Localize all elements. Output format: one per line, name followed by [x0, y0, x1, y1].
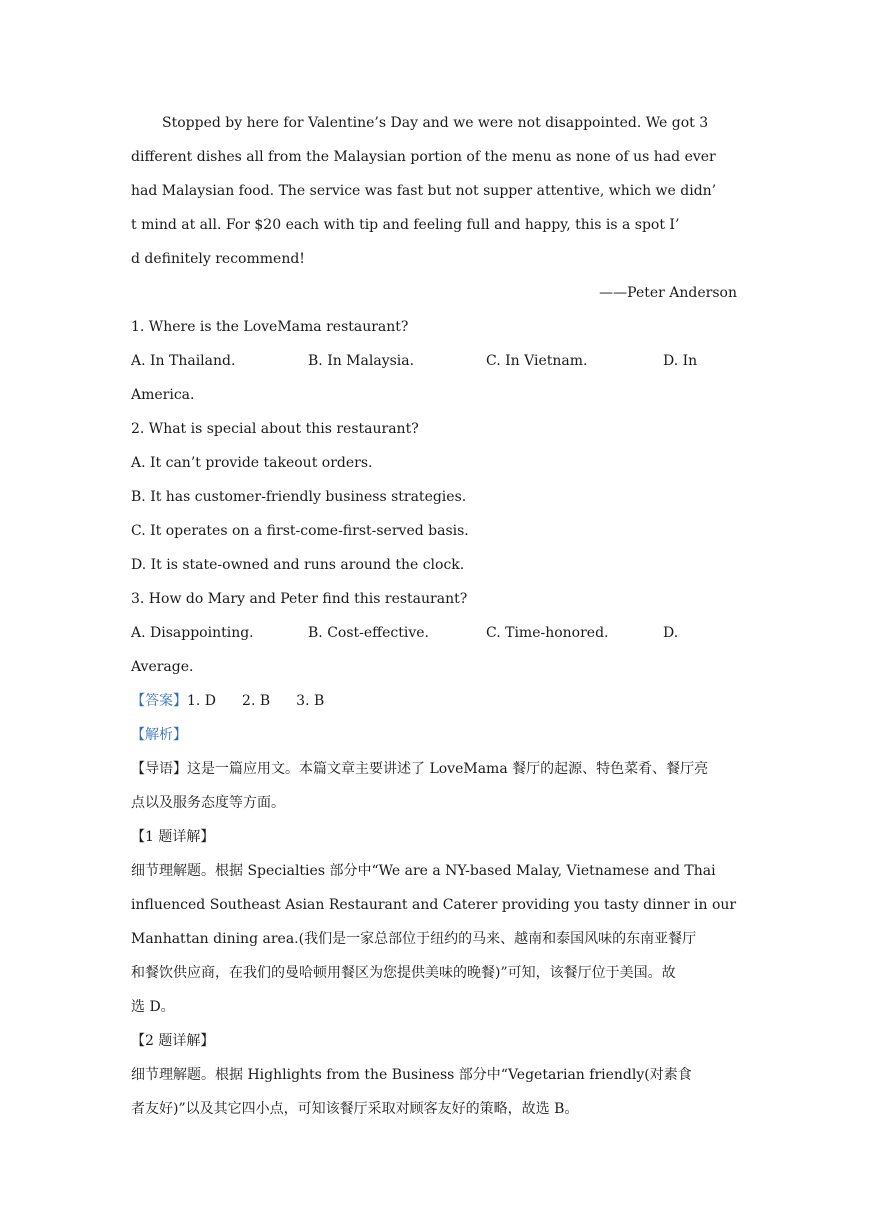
q1-explanation-line: influenced Southeast Asian Restaurant and Caterer providing you tasty dinner in our	[131, 897, 737, 913]
option-b: B. Cost-effective.	[308, 625, 429, 641]
option-a: A. It can’t provide takeout orders.	[131, 455, 373, 471]
question-options	[131, 344, 737, 378]
q2-explanation-line: 细节理解题。根据 Highlights from the Business 部分中“Vegetarian friendly(对素食	[131, 1067, 692, 1083]
option-d: D. It is state-owned and runs around the clock.	[131, 557, 465, 573]
analysis-tag: 【解析】	[131, 727, 187, 743]
passage-line: Stopped by here for Valentine’s Day and we were not disappointed. We got 3	[162, 115, 709, 131]
passage-line: different dishes all from the Malaysian portion of the menu as none of us had ever	[131, 149, 716, 165]
answer-tag: 【答案】	[131, 693, 187, 709]
passage-line: d definitely recommend!	[131, 251, 305, 267]
option-b: B. It has customer-friendly business strategies.	[131, 489, 467, 505]
analysis-intro-line: 点以及服务态度等方面。	[131, 795, 285, 811]
option-c: C. In Vietnam.	[486, 353, 588, 369]
option-d: D.	[663, 625, 679, 641]
passage-signature: ——Peter Anderson	[599, 285, 737, 301]
q1-explanation-line: 选 D。	[131, 999, 175, 1015]
question-stem: 1. Where is the LoveMama restaurant?	[131, 319, 409, 335]
option-a: A. Disappointing.	[131, 625, 254, 641]
q2-explanation-line: 者友好)”以及其它四小点，可知该餐厅采取对顾客友好的策略，故选 B。	[131, 1101, 579, 1117]
q1-explanation-line: Manhattan dining area.(我们是一家总部位于纽约的马来、越南和泰国风味的东南亚餐厅	[131, 931, 697, 947]
option-a: A. In Thailand.	[131, 353, 236, 369]
document-page	[131, 106, 737, 1126]
answer-line	[131, 684, 737, 718]
q1-explanation-line: 细节理解题。根据 Specialties 部分中“We are a NY-based Malay, Vietnamese and Thai	[131, 863, 716, 879]
question-stem: 3. How do Mary and Peter find this restaurant?	[131, 591, 468, 607]
answer-item: 2. B	[242, 693, 271, 709]
q1-heading: 【1 题详解】	[131, 829, 215, 845]
question-options	[131, 616, 737, 650]
passage-line: had Malaysian food. The service was fast but not supper attentive, which we didn’	[131, 183, 717, 199]
option-b: B. In Malaysia.	[308, 353, 415, 369]
answer-item: 3. B	[296, 693, 325, 709]
answer-item: 1. D	[187, 693, 217, 709]
passage-line: t mind at all. For $20 each with tip and feeling full and happy, this is a spot I’	[131, 217, 680, 233]
option-continuation: America.	[131, 387, 195, 403]
q1-explanation-line: 和餐饮供应商，在我们的曼哈顿用餐区为您提供美味的晚餐)”可知，该餐厅位于美国。故	[131, 965, 676, 981]
q2-heading: 【2 题详解】	[131, 1033, 215, 1049]
option-c: C. It operates on a first-come-first-served basis.	[131, 523, 469, 539]
option-c: C. Time-honored.	[486, 625, 609, 641]
option-continuation: Average.	[131, 659, 194, 675]
option-d: D. In	[663, 353, 698, 369]
question-stem: 2. What is special about this restaurant?	[131, 421, 419, 437]
analysis-intro-line: 【导语】这是一篇应用文。本篇文章主要讲述了 LoveMama 餐厅的起源、特色菜肴、餐厅亮	[131, 761, 709, 777]
